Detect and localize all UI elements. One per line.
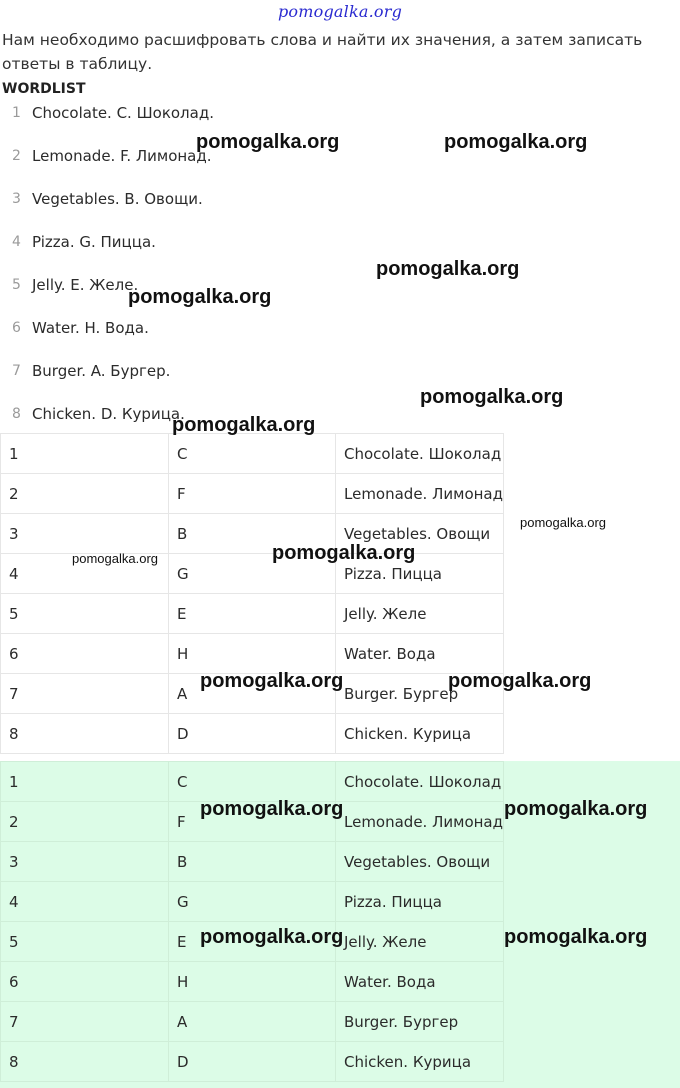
- table-cell-number: 7: [1, 1002, 169, 1042]
- table-cell-word: Jelly. Желе: [336, 922, 504, 962]
- watermark: pomogalka.org: [200, 798, 344, 820]
- wordlist-item: [0, 308, 400, 351]
- wordlist-item-text: Burger. A. Бургер.: [32, 362, 171, 380]
- table-cell-letter: B: [169, 842, 336, 882]
- site-logo-watermark: pomogalka.org: [277, 2, 403, 21]
- table-cell-number: 4: [1, 882, 169, 922]
- watermark: pomogalka.org: [376, 258, 520, 280]
- wordlist-item-text: Lemonade. F. Лимонад.: [32, 147, 212, 165]
- table-row: [1, 762, 504, 802]
- table-row: [1, 1042, 504, 1082]
- wordlist-item-text: Water. H. Вода.: [32, 319, 149, 337]
- table-cell-word: Chocolate. Шоколад: [336, 434, 504, 474]
- wordlist-item: [0, 351, 400, 394]
- table-cell-word: Water. Вода: [336, 634, 504, 674]
- table-cell-letter: G: [169, 554, 336, 594]
- table-cell-word: Burger. Бургер: [336, 674, 504, 714]
- table-cell-word: Chocolate. Шоколад: [336, 762, 504, 802]
- wordlist-item: [0, 179, 400, 222]
- table-cell-number: 4: [1, 554, 169, 594]
- table-row: [1, 714, 504, 754]
- table-cell-number: 2: [1, 474, 169, 514]
- wordlist-item-number: 3: [12, 191, 21, 207]
- table-row: [1, 474, 504, 514]
- table-cell-letter: A: [169, 674, 336, 714]
- watermark: pomogalka.org: [72, 551, 158, 566]
- wordlist-item-number: 8: [12, 406, 21, 422]
- table-cell-letter: H: [169, 634, 336, 674]
- watermark: pomogalka.org: [420, 386, 564, 408]
- table-cell-letter: F: [169, 802, 336, 842]
- wordlist-item-number: 5: [12, 277, 21, 293]
- watermark: pomogalka.org: [196, 131, 340, 153]
- table-cell-number: 5: [1, 594, 169, 634]
- wordlist-item: [0, 222, 400, 265]
- table-cell-word: Vegetables. Овощи: [336, 514, 504, 554]
- table-cell-letter: F: [169, 474, 336, 514]
- table-cell-number: 6: [1, 962, 169, 1002]
- table-row: [1, 434, 504, 474]
- table-cell-word: Vegetables. Овощи: [336, 842, 504, 882]
- table-row: [1, 842, 504, 882]
- table-cell-word: Burger. Бургер: [336, 1002, 504, 1042]
- watermark: pomogalka.org: [128, 286, 272, 308]
- table-cell-number: 8: [1, 1042, 169, 1082]
- wordlist-item: [0, 93, 400, 136]
- watermark: pomogalka.org: [504, 926, 648, 948]
- table-row: [1, 634, 504, 674]
- table-cell-word: Chicken. Курица: [336, 714, 504, 754]
- table-cell-number: 5: [1, 922, 169, 962]
- table-cell-word: Lemonade. Лимонад: [336, 802, 504, 842]
- table-row: [1, 962, 504, 1002]
- table-cell-number: 2: [1, 802, 169, 842]
- watermark: pomogalka.org: [448, 670, 592, 692]
- table-row: [1, 1002, 504, 1042]
- table-cell-letter: B: [169, 514, 336, 554]
- watermark: pomogalka.org: [504, 798, 648, 820]
- table-cell-word: Chicken. Курица: [336, 1042, 504, 1082]
- wordlist-item-text: Vegetables. B. Овощи.: [32, 190, 203, 208]
- table-cell-number: 1: [1, 434, 169, 474]
- table-cell-number: 1: [1, 762, 169, 802]
- wordlist-item-number: 4: [12, 234, 21, 250]
- table-row: [1, 882, 504, 922]
- table-cell-number: 8: [1, 714, 169, 754]
- intro-text: Нам необходимо расшифровать слова и найти их значения, а затем записать ответы в таблицу.: [2, 31, 643, 73]
- table-cell-letter: D: [169, 1042, 336, 1082]
- watermark: pomogalka.org: [444, 131, 588, 153]
- wordlist-item-text: Chicken. D. Курица.: [32, 405, 185, 423]
- table-cell-letter: D: [169, 714, 336, 754]
- table-cell-word: Pizza. Пицца: [336, 554, 504, 594]
- table-cell-letter: C: [169, 762, 336, 802]
- watermark: pomogalka.org: [200, 926, 344, 948]
- table-row: [1, 594, 504, 634]
- watermark: pomogalka.org: [172, 414, 316, 436]
- wordlist-item-text: Jelly. E. Желе.: [32, 276, 139, 294]
- watermark: pomogalka.org: [272, 542, 416, 564]
- table-cell-number: 6: [1, 634, 169, 674]
- table-cell-number: 7: [1, 674, 169, 714]
- table-cell-word: Pizza. Пицца: [336, 882, 504, 922]
- table-cell-number: 3: [1, 514, 169, 554]
- watermark: pomogalka.org: [520, 515, 606, 530]
- table-cell-letter: C: [169, 434, 336, 474]
- table-cell-word: Jelly. Желе: [336, 594, 504, 634]
- table-cell-letter: A: [169, 1002, 336, 1042]
- wordlist-item-text: Chocolate. C. Шоколад.: [32, 104, 214, 122]
- table-row: [1, 514, 504, 554]
- wordlist-item-number: 7: [12, 363, 21, 379]
- wordlist-heading: WORDLIST: [2, 81, 86, 97]
- wordlist-item-number: 6: [12, 320, 21, 336]
- table-cell-word: Lemonade. Лимонад: [336, 474, 504, 514]
- answer-table: [0, 433, 504, 754]
- table-cell-letter: E: [169, 594, 336, 634]
- table-cell-word: Water. Вода: [336, 962, 504, 1002]
- table-cell-letter: G: [169, 882, 336, 922]
- table-cell-letter: E: [169, 922, 336, 962]
- table-cell-letter: H: [169, 962, 336, 1002]
- table-cell-number: 3: [1, 842, 169, 882]
- wordlist-item-number: 1: [12, 105, 21, 121]
- wordlist-item-number: 2: [12, 148, 21, 164]
- wordlist-item-text: Pizza. G. Пицца.: [32, 233, 156, 251]
- watermark: pomogalka.org: [200, 670, 344, 692]
